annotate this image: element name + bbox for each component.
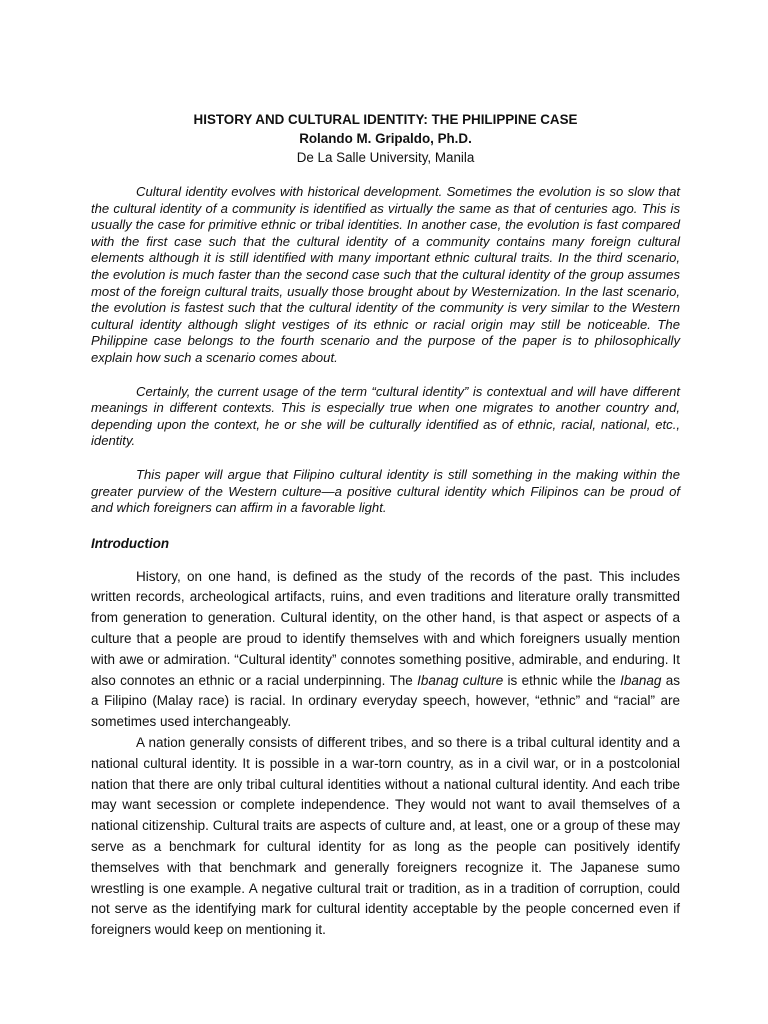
emphasis-ibanag: Ibanag <box>620 672 662 688</box>
paper-title: HISTORY AND CULTURAL IDENTITY: THE PHILIPPINE CASE <box>193 112 578 127</box>
paragraph-text: is ethnic while the <box>503 672 621 688</box>
introduction-paragraph-2: A nation generally consists of different tribes, and so there is a tribal cultural identity and a national cultural identity. It is possible in a war-torn country, as in a civil war, or in a postcolonial nation that there are only tribal cultural identities without a national cultural identity. And each tribe may want secession or complete independence. They would not want to avail themselves of a national citizenship. Cultural traits are aspects of culture and, at least, one or a group of these may serve as a benchmark for cultural identity for as long as the people can positively identify themselves with that benchmark and generally foreigners recognize it. The Japanese sumo wrestling is one example. A negative cultural trait or tradition, as in a tradition of corruption, could not serve as the identifying mark for cultural identity acceptable by the people concerned even if foreigners would keep on mentioning it. <box>91 735 680 938</box>
abstract <box>91 184 680 517</box>
abstract-paragraph-3: This paper will argue that Filipino cultural identity is still something in the making within the greater purview of the Western culture—a positive cultural identity which Filipinos can be proud of and which foreigners can affirm in a favorable light. <box>91 466 680 516</box>
paragraph-text: as a Filipino (Malay race) is racial. In ordinary everyday speech, however, “ethnic” and “racial” are sometimes used interchangeably. <box>91 672 680 730</box>
introduction-paragraph-1 <box>91 567 680 733</box>
abstract-paragraph-1: Cultural identity evolves with historical development. Sometimes the evolution is so slow that the cultural identity of a community is identified as virtually the same as that of centuries ago. This is usually the case for primitive ethnic or tribal identities. In another case, the evolution is fast compared with the first case such that the cultural identity of a community contains many foreign cultural elements although it is still identified with many important ethnic cultural traits. In the third scenario, the evolution is much faster than the second case such that the cultural identity of the group assumes most of the foreign cultural traits, usually those brought about by Westernization. In the last scenario, the evolution is fastest such that the cultural identity of the community is very similar to the Western cultural identity although slight vestiges of its ethnic or racial origin may still be noticeable. The Philippine case belongs to the fourth scenario and the purpose of the paper is to philosophically explain how such a scenario comes about. <box>91 184 680 365</box>
abstract-paragraph-2: Certainly, the current usage of the term “cultural identity” is contextual and will have different meanings in different contexts. This is especially true when one migrates to another country and, depending upon the context, he or she will be culturally identified as of ethnic, racial, national, etc., identity. <box>91 383 680 449</box>
author-affiliation: De La Salle University, Manila <box>296 150 475 165</box>
author-name: Rolando M. Gripaldo, Ph.D. <box>299 131 472 146</box>
section-heading-introduction: Introduction <box>91 535 170 551</box>
paragraph-text: History, on one hand, is defined as the study of the records of the past. This includes written records, archeological artifacts, ruins, and even traditions and literature orally transmitted from generation to generation. Cultural identity, on the other hand, is that aspect or aspects of a culture that a people are proud to identify themselves with and which foreigners usually mention with awe or admiration. “Cultural identity” connotes something positive, admirable, and enduring. It also connotes an ethnic or a racial underpinning. The <box>91 568 680 688</box>
introduction-body <box>91 567 680 941</box>
emphasis-ibanag-culture: Ibanag culture <box>417 672 504 688</box>
